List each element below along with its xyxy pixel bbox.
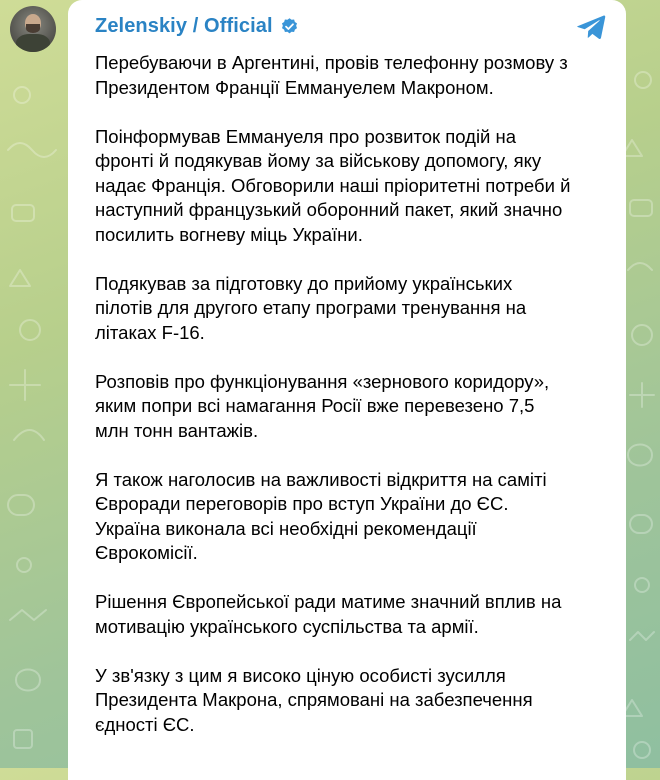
- message-paragraph: Перебуваючи в Аргентині, провів телефонну розмову з Президентом Франції Еммануелем Макроном.: [95, 52, 568, 98]
- message-paragraph: Рішення Європейської ради матиме значний вплив на мотивацію українського суспільства та армії.: [95, 591, 562, 637]
- message-paragraph: Поінформував Еммануеля про розвиток подій на фронті й подякував йому за військову допомогу, яку надає Франція. Обговорили наші пріоритетні потреби й наступний французький оборонний пакет, який значно посилить вогневу міць України.: [95, 125, 571, 245]
- message-text: [95, 51, 605, 762]
- avatar-figure-beard: [26, 24, 40, 33]
- message-paragraph: У зв'язку з цим я високо ціную особисті зусилля Президента Макрона, спрямовані на забезпечення єдності ЄС.: [95, 664, 533, 735]
- message-paragraph: Розповів про функціонування «зернового коридору», яким попри всі намагання Росії вже перевезено 7,5 млн тонн вантажів.: [95, 370, 550, 441]
- message-paragraph: Подякував за підготовку до прийому українських пілотів для другого етапу програми тренування на літаках F-16.: [95, 272, 527, 343]
- message-paragraph: Я також наголосив на важливості відкриття на саміті Євроради переговорів про вступ України до ЄС. Україна виконала всі необхідні рекомендації Єврокомісії.: [95, 468, 547, 563]
- avatar-figure-body: [16, 34, 50, 52]
- channel-name[interactable]: Zelenskiy / Official: [95, 14, 273, 37]
- telegram-icon[interactable]: [576, 14, 606, 41]
- channel-avatar[interactable]: [10, 6, 56, 52]
- verified-badge-icon: [280, 17, 299, 36]
- message-header: [95, 12, 299, 40]
- message-bubble: [68, 0, 626, 780]
